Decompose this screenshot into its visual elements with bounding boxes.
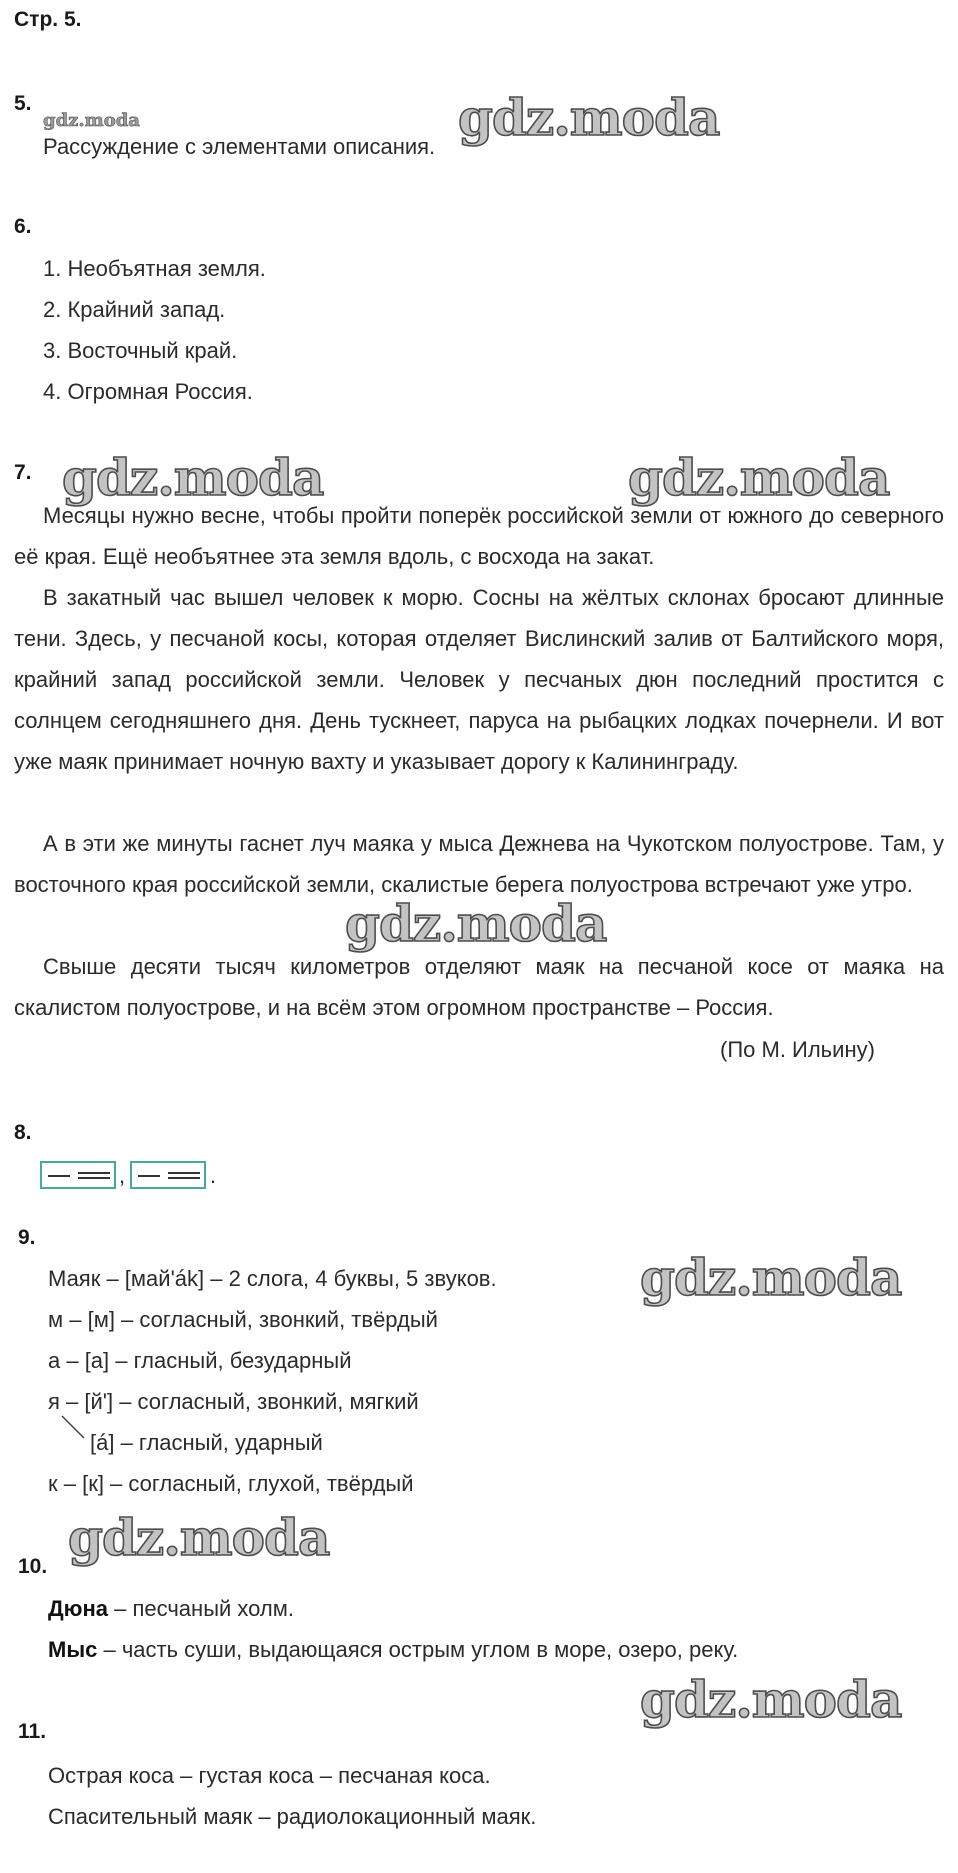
watermark: gdz.moda [628,448,890,507]
task-5-number: 5. [14,92,32,115]
sentence-scheme-box-1 [40,1161,116,1189]
task-11-number: 11. [18,1720,47,1743]
task-10-definition: Мыс – часть суши, выдающаяся острым углом в море, озеро, реку. [48,1637,739,1662]
task-6-number: 6. [14,215,32,238]
watermark: gdz.moda [458,88,720,147]
sentence-scheme-box-2 [130,1161,206,1189]
watermark: gdz.moda [640,1248,902,1307]
scheme-separator: , [119,1163,126,1188]
task-8-number: 8. [14,1121,32,1144]
task-10-definition: Дюна – песчаный холм. [48,1596,294,1621]
page-label: Стр. 5. [14,8,82,31]
task-9-line: [á] – гласный, ударный [90,1430,323,1455]
watermark: gdz.moda [68,1508,330,1567]
watermark: gdz.moda [345,894,607,953]
task-7-paragraph: В закатный час вышел человек к морю. Сосны на жёлтых склонах бросают длинные тени. Здесь, у песчаной косы, которая отделяет Вислинский залив от Балтийского моря, крайний запад российской земли. Человек у песчаных дюн последний простится с солнцем сегодняшнего дня. День тускнеет, паруса на рыбацких лодках почернели. И вот уже маяк принимает ночную вахту и указывает дорогу к Калининграду. [14,585,944,774]
scheme-end: . [210,1163,217,1188]
task-6-item: 2. Крайний запад. [43,297,226,322]
task-6-item: 1. Необъятная земля. [43,256,266,281]
task-7-source: (По М. Ильину) [720,1037,875,1062]
task-9-number: 9. [18,1226,36,1249]
task-10-number: 10. [18,1555,48,1578]
task-7-paragraph: А в эти же минуты гаснет луч маяка у мыса Дежнева на Чукотском полуострове. Там, у восточного края российской земли, скалистые берега полуострова встречают уже утро. [14,831,944,897]
task-7-paragraph: Месяцы нужно весне, чтобы пройти поперёк российской земли от южного до северного её края. Ещё необъятнее эта земля вдоль, с восхода на закат. [14,503,944,569]
task-6-item: 3. Восточный край. [43,338,238,363]
task-7-number: 7. [14,461,32,484]
task-9-line: я – [й'] – согласный, звонкий, мягкий [48,1389,419,1414]
task-5-text: Рассуждение с элементами описания. [43,134,436,159]
task-6-item: 4. Огромная Россия. [43,379,253,404]
watermark-small: gdz.moda [43,110,140,131]
watermark: gdz.moda [62,448,324,507]
watermark: gdz.moda [640,1670,902,1729]
task-11-line: Острая коса – густая коса – песчаная коса. [48,1763,491,1788]
task-9-line: Маяк – [май'ák] – 2 слога, 4 буквы, 5 звуков. [48,1266,497,1291]
branch-line [58,1412,88,1442]
task-7-paragraph: Свыше десяти тысяч километров отделяют маяк на песчаной косе от маяка на скалистом полуострове, и на всём этом огромном пространстве – Россия. [14,954,944,1020]
task-9-line: м – [м] – согласный, звонкий, твёрдый [48,1307,438,1332]
task-9-line: а – [а] – гласный, безударный [48,1348,352,1373]
task-9-line: к – [к] – согласный, глухой, твёрдый [48,1471,414,1496]
task-11-line: Спасительный маяк – радиолокационный маяк. [48,1804,537,1829]
